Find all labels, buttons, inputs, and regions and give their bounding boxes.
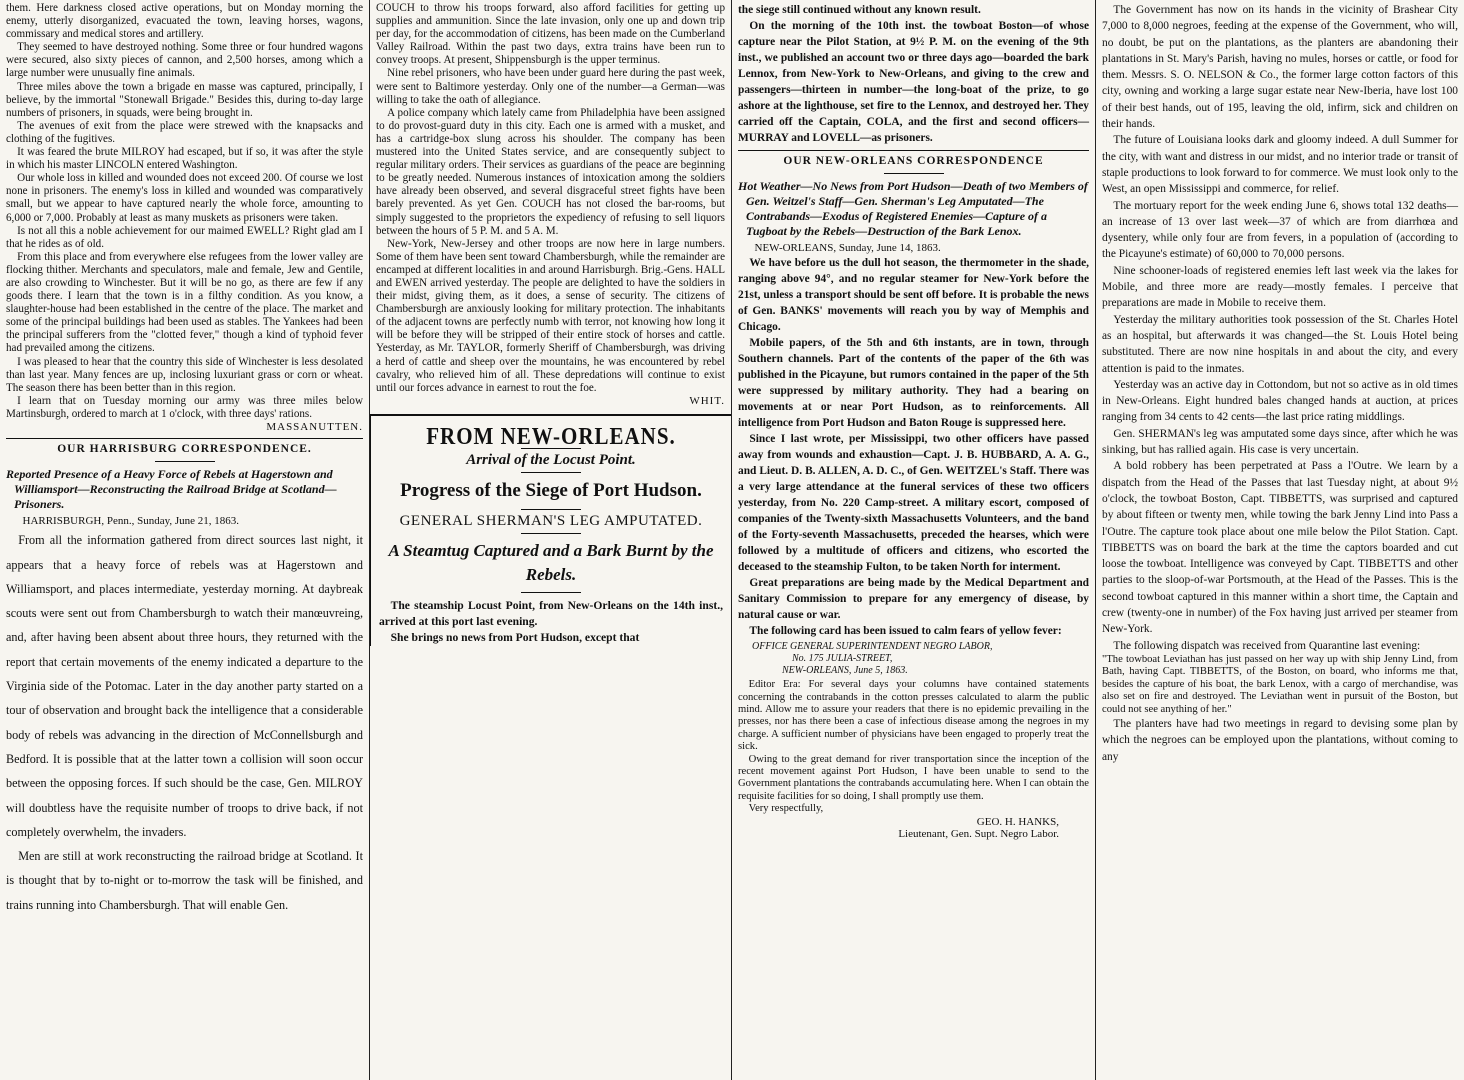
paragraph: The steamship Locust Point, from New-Orleans on the 14th inst., arrived at this port last evening. [379,599,723,629]
paragraph: Men are still at work reconstructing the railroad bridge at Scotland. It is thought that by to-night or to-morrow the task will be finished, and trains running into Chambersburgh. That will enable Gen. [6,849,363,912]
paragraph: Nine rebel prisoners, who have been under guard here during the past week, were sent to Baltimore yesterday. Only one of the number—a German—was willing to take the oath of allegiance. [376,67,725,106]
divider [6,438,363,439]
article-new-orleans [738,255,1089,639]
paragraph: The avenues of exit from the place were strewed with the knapsacks and clothing of the fugitives. [6,119,363,145]
card-line: OFFICE GENERAL SUPERINTENDENT NEGRO LABOR, [752,641,993,653]
paragraph: Since I last wrote, per Mississippi, two other officers have passed away from wounds and exhaustion—Capt. J. B. HUBBARD, A. A. G., and Lieut. D. B. ALLEN, A. D. C., of Gen. WEITZEL's Staff. There was a very large attendance at the funeral services of these two officers yesterday, from No. 220 Camp-street. A military escort, composed of companies of the Twenty-sixth Massachusetts Volunteers, and the band of the Forty-seventh Massachusetts, preceded the hearses, which were followed by a multitude of officers and citizens, who escorted the deceased to the steamship Fulton, to be taken North for interment. [738,433,1089,574]
paragraph: She brings no news from Port Hudson, except that [390,631,640,645]
divider [521,592,581,593]
section-title: OUR HARRISBURG CORRESPONDENCE. [57,443,312,456]
paragraph: A police company which lately came from Philadelphia have been assigned to do provost-guard duty in this city. Each one is armed with a musket, and has a cartridge-box slung across his shoulder. The company has been mustered into the United States service, and are consequently subject to regular military orders. Their services as guardians of the peace are beginning to be greatly needed. Numerous instances of intoxication among the soldiers have already been observed, and several disgraceful street fights have been barely prevented. As yet Gen. COUCH has not closed the bar-rooms, but simply suggested to the proprietors the expediency of refusing to sell liquors between the hours of 5 P. M. and 5 A. M. [376,106,725,237]
paragraph: A bold robbery has been perpetrated at Pass a l'Outre. We learn by a dispatch from the Head of the Passes that last Tuesday night, at about 9½ o'clock, the towboat Boston, Capt. TIBBETTS, was surprised and captured by about fifteen or twenty men, while towing the bark Jenny Lind into Pass a l'Outre. The capture took place about one mile below the Pilot Station. Capt. TIBBETTS was on board the bark at the time the captors boarded and cut loose the towboat. Intelligence was conveyed by Capt. TIBBETTS and other parties to the sloop-of-war Portsmouth, at the Head of the Passes. This is the second towboat captured in this manner within a short time, the Captain and crew (twenty-one in number) of the Fox having just arrived per steamer from New-York. [1102,460,1458,636]
column-2 [370,0,732,1080]
closing: Very respectfully, [748,803,824,815]
paragraph: The planters have had two meetings in regard to devising some plan by which the negroes can be employed upon the plantations, without coming to any [1102,717,1458,763]
signature: WHIT. [689,394,725,407]
deck-1: Arrival of the Locust Point. [466,452,636,468]
paragraph: the siege still continued without any known result. [738,4,981,16]
dateline: NEW-ORLEANS, Sunday, June 14, 1863. [754,242,941,255]
paragraph: Is not all this a noble achievement for our maimed EWELL? Right glad am I that he rides as of old. [6,224,363,250]
divider [738,150,1089,151]
paragraph: From all the information gathered from direct sources last night, it appears that a heavy force of rebels was at Hagerstown and Williamsport, and places intermediate, yesterday morning. At daybreak scouts were sent out from Chambersburgh to watch their manœuvreing, and, after having been absent about three hours, they returned with the report that certain movements of the enemy indicated a departure to the Virginia side of the Potomac. Later in the day another party started on a tour of observation and brought back the intelligence that a considerable body of rebels was advancing in the direction of McConnellsburgh and Bedford. It is possible that at the latter town a collision will soon occur between the opposing forces. If such should be the case, Gen. MILROY will doubtless have the requisite number of troops to drive back, if not completely overwhelm, the invaders. [6,533,363,839]
headline: FROM NEW-ORLEANS. [426,422,676,450]
paragraph: Three miles above the town a brigade en masse was captured, principally, I believe, by the immortal "Stonewall Brigade." Besides this, during to-day large numbers of prisoners, in squads, were being brought in. [6,80,363,119]
paragraph: They seemed to have destroyed nothing. Some three or four hundred wagons were secured, also sixty pieces of cannon, and 2,500 horses, among which a large number were unusually fine animals. [6,41,363,80]
deck-3: GENERAL SHERMAN'S LEG AMPUTATED. [399,513,703,530]
divider [521,533,581,534]
paragraph: Yesterday the military authorities took possession of the St. Charles Hotel as an hospital, but afterwards it was changed—the St. Louis Hotel being substituted. There are now nine hospitals in and about the city, and every attention is paid to the inmates. [1102,313,1458,375]
subheadline: Reported Presence of a Heavy Force of Rebels at Hagerstown and Williamsport—Reconstructing the Railroad Bridge at Scotland—Prisoners. [6,467,337,512]
paragraph: The following dispatch was received from Quarantine last evening: [1113,639,1421,652]
paragraph: Nine schooner-loads of registered enemies left last week via the lakes for Mobile, and three more are ready—mostly females. I perceive that preparations are made in Mobile to receive them. [1102,264,1458,310]
dispatch-quote: "The towboat Leviathan has just passed on her way up with ship Jenny Lind, from Bath, having Capt. TIBBETTS, of the Boston, on board, who informs me that, besides the capture of his boat, the bark Lenox, with a cargo of merchandise, was also set on fire and destroyed. The Leviathan went in pursuit of the Boston, but could not see anything of her." [1102,653,1458,715]
paragraph: New-York, New-Jersey and other troops are now here in large numbers. Some of them have been sent toward Chambersburgh, while the remainder are encamped at different localities in and around Harrisburgh. Brig.-Gens. HALL and EWEN arrived yesterday. The people are delighted to have the soldiers in their midst, giving them, as it does, a sense of security. The citizens of Chambersburgh are anxiously looking for military protection. The inhabitants of the adjacent towns are perfectly numb with terror, not knowing how long it will be before they will be stripped of their entire stock of horses and cattle. Yesterday, as Mr. TAYLOR, formerly Sheriff of Chambersburgh, was driving a herd of cattle and sheep over the mountains, he was encountered by rebel cavalry, who relieved him of all. These depredations will continue to exist until our forces advance in earnest to rout the foe. [376,237,725,394]
deck-2: Progress of the Siege of Port Hudson. [400,480,702,502]
article-boston-capture [738,2,1089,146]
paragraph: Gen. SHERMAN's leg was amputated some days since, after which he was sinking, but has rallied again. His case is very uncertain. [1102,427,1458,457]
lead-text [379,598,723,646]
divider [521,509,581,510]
card-line: NEW-ORLEANS, June 5, 1863. [782,665,908,677]
paragraph: From this place and from everywhere else refugees from the lower valley are flocking thither. Merchants and speculators, male and female, Jew and Gentile, are also crowding to Winchester. But it will be no go, as there are few if any goods there. I learn that the town is in a filthy condition. As you know, a slaughter-house had been established in the centre of the place. The market and some of the principal buildings had been used as stables. The Yankees had been the principal sufferers from the "clotted fever," though a kind of typhoid fever had prevailed among the citizens. [6,250,363,355]
section-title: OUR NEW-ORLEANS CORRESPONDENCE [783,155,1044,167]
divider [521,472,581,473]
paragraph: Owing to the great demand for river transportation since the inception of the recent movement against Port Hudson, I have been unable to send to the Government plantations the contrabands accumulating here. When I can obtain the requisite facilities for so doing, I shall promptly use them. [738,753,1089,802]
paragraph: The following card has been issued to calm fears of yellow fever: [749,625,1062,638]
article-harrisburg [6,528,363,917]
card-body [738,679,1089,840]
signer: GEO. H. HANKS, [976,815,1059,828]
divider [155,461,215,462]
headline-box [370,414,731,646]
article-harrisburg-cont [376,2,725,408]
column-1 [0,0,370,1080]
paragraph: We have before us the dull hot season, the thermometer in the shade, ranging above 94°, and no regular steamer for New-York before the 21st, unless a transport should be sent off before. It is probable the news of Gen. BANKS' movements will reach you by way of Memphis and Chicago. [738,257,1089,334]
subheadline: Hot Weather—No News from Port Hudson—Death of two Members of Gen. Weitzel's Staff—Gen. Sherman's Leg Amputated—The Contrabands—Exodus of Registered Enemies—Capture of a Tugboat by the Rebels—Destruction of the Bark Lenox. [738,179,1088,239]
paragraph: The mortuary report for the week ending June 6, shows total 132 deaths—an increase of 13 over last week—37 of which are from diarrhœa and dysentery, while only four are from fevers, in a population of (according to the Picayune's estimate) of 60,000 to 70,000 persons. [1102,199,1458,261]
column-4 [1096,0,1464,1080]
paragraph: On the morning of the 10th inst. the towboat Boston—of whose capture near the Pilot Station, at 9½ P. M. on the evening of the 9th inst., we published an account two or three days ago—boarded the bark Lennox, from New-York to New-Orleans, and giving to the crew and passengers—thirteen in number—the long-boat of the prize, to go ashore at the lighthouse, set fire to the Lennox, and destroyed her. They carried off the Captain, COLA, and the first and second officers—MURRAY and LOVELL—as prisoners. [738,20,1089,144]
paragraph: It was feared the brute MILROY had escaped, but if so, it was after the style in which his master LINCOLN entered Washington. [6,146,363,172]
paragraph: Yesterday was an active day in Cottondom, but not so active as in old times in New-Orleans. Eight hundred bales changed hands at auction, at prices ranging from 34 cents to 42 cents—the last price rating middlings. [1102,378,1458,424]
dateline: HARRISBURGH, Penn., Sunday, June 21, 1863. [22,515,240,528]
paragraph: The Government has now on its hands in the vicinity of Brashear City 7,000 to 8,000 negroes, feeding at the expense of the Government, who will, no doubt, be put on the plantations, as the planters are abandoning their plantations in St. Mary's Parish, having no mules, horses or cattle, or food for them. Messrs. S. O. NELSON & Co., the former large cotton factors of this city, owning and working a large sugar estate near New-Iberia, have lost 100 of their best hands, out of 195, leaving the old, infirm, sick and children on their hands. [1102,4,1458,131]
signer-title: Lieutenant, Gen. Supt. Negro Labor. [898,828,1059,841]
column-3 [732,0,1096,1080]
signature: MASSANUTTEN. [266,421,363,433]
card-header [738,641,1089,677]
paragraph: Great preparations are being made by the Medical Department and Sanitary Commission to prepare for any emergency of disease, by natural cause or war. [738,577,1089,622]
deck-4: A Steamtug Captured and a Bark Burnt by the Rebels. [388,541,714,585]
paragraph: them. Here darkness closed active operations, but on Monday morning the enemy, utterly disorganized, evacuated the town, leaving horses, wagons, commissary and medical stores and artillery. [6,2,363,41]
paragraph: COUCH to throw his troops forward, also afford facilities for getting up supplies and ammunition. Since the late invasion, only one up and down trip per day, for the accommodation of citizens, has been made on the Cumberland Valley Railroad. Within the past two days, extra trains have been run to convey troops. At present, Shippensburgh is the upper terminus. [376,2,725,67]
article-winchester [6,2,363,434]
paragraph: Our whole loss in killed and wounded does not exceed 200. Of course we lost none in prisoners. The enemy's loss in killed and wounded was comparatively small, but we appear to have captured nearly the whole force, amounting to 6,000 or 7,000. Probably at least as many muskets as prisoners were taken. [6,172,363,224]
paragraph: Mobile papers, of the 5th and 6th instants, are in town, through Southern channels. Part of the contents of the paper of the 6th was published in the Picayune, but rumors contained in the paper of the 5th were suppressed by military authority. They had a bearing on movements at or near Port Hudson, as to reinforcements. All intelligence from Port Hudson and Baton Rouge is suppressed here. [738,337,1089,430]
paragraph: I learn that on Tuesday morning our army was three miles below Martinsburgh, ordered to march at 1 o'clock, with three days' rations. [6,394,363,420]
paragraph: The future of Louisiana looks dark and gloomy indeed. A dull Summer for the city, with want and distress in our midst, and no interior trade or transit of staple productions to look forward to for commerce. We must look only to the West, an open Mississippi and commerce, for relief. [1102,134,1458,196]
paragraph: I was pleased to hear that the country this side of Winchester is less desolated than last year. Many fences are up, inclosing luxuriant grass or corn or wheat. The season there has been better than in this region. [6,355,363,394]
paragraph: Editor Era: For several days your columns have contained statements concerning the contrabands in the cotton presses calculated to alarm the public mind. Allow me to assure your readers that there is no epidemic prevailing in the presses, nor has there been a case of infectious disease among the negroes in my charge. A sufficient number of physicians have been engaged to properly treat the sick. [738,679,1089,753]
card-line: No. 175 JULIA-STREET, [792,653,893,665]
divider [884,173,944,174]
